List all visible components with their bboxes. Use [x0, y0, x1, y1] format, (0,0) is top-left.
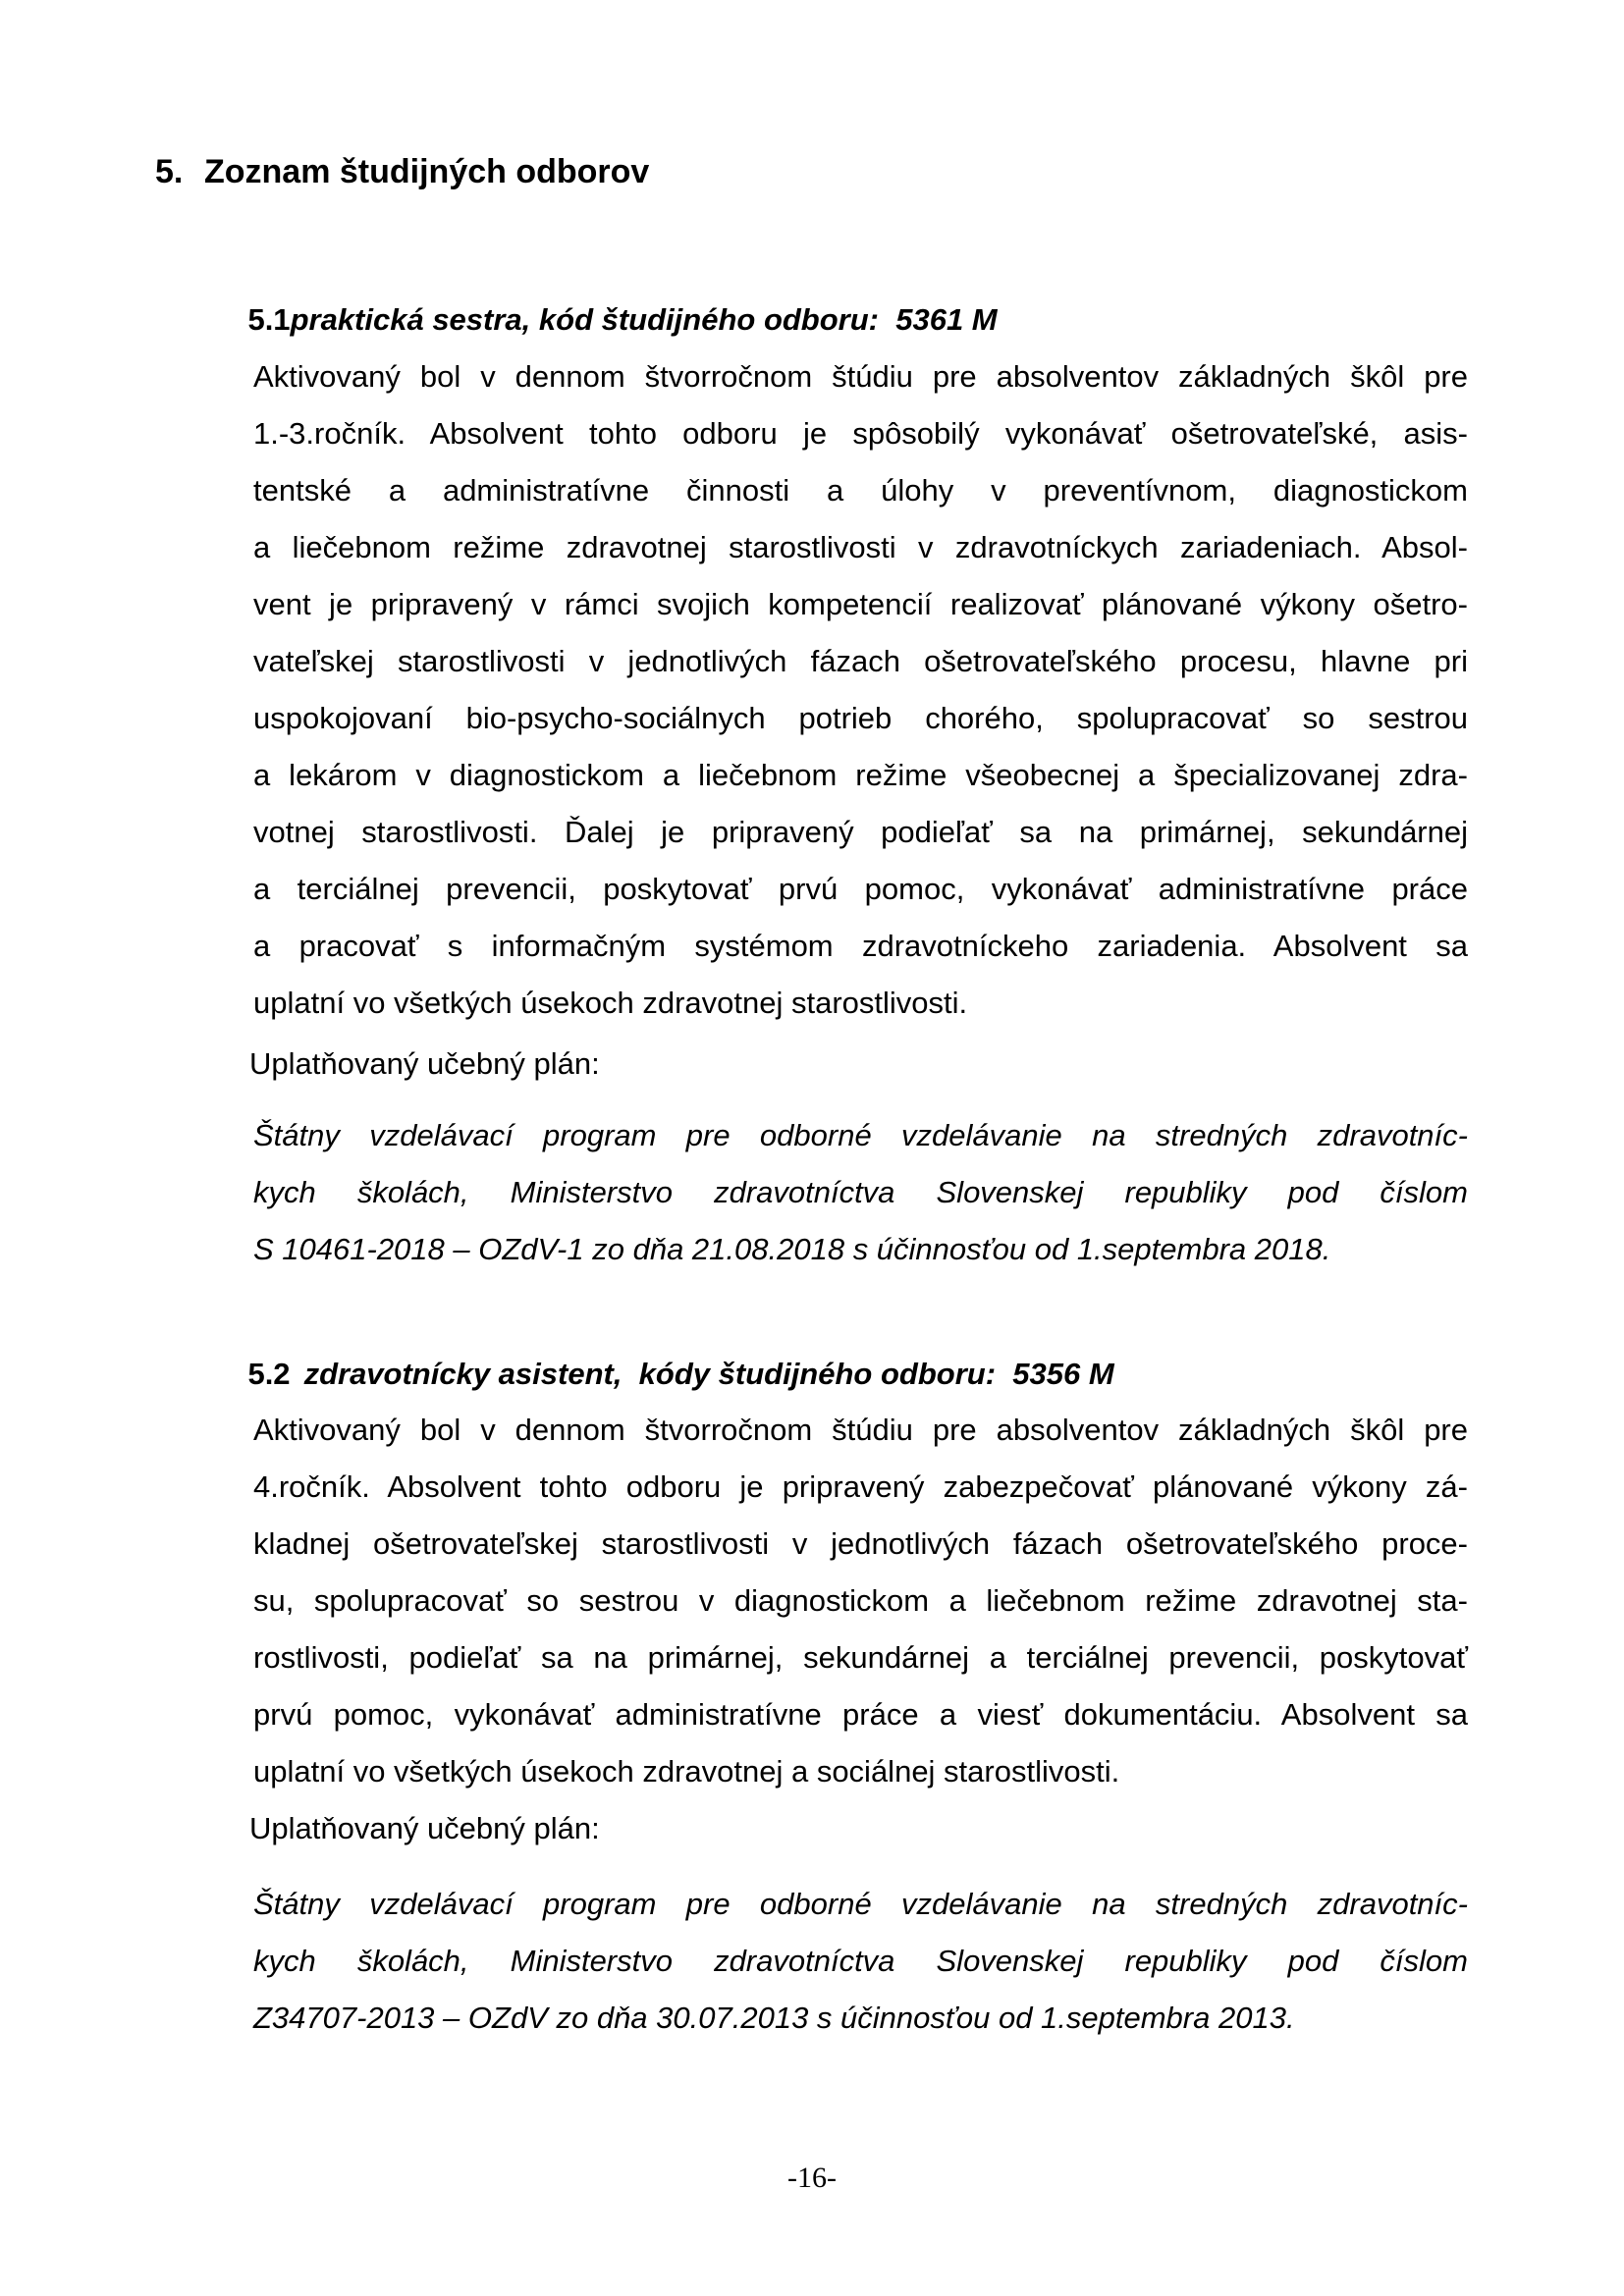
paragraph-line: 4.ročník. Absolvent tohto odboru je pripravený zabezpečovať plánované výkony zá-: [253, 1469, 1468, 1504]
paragraph-line: uspokojovaní bio-psycho-sociálnych potrieb chorého, spolupracovať so sestrou: [253, 701, 1468, 735]
plan-label: Uplatňovaný učebný plán:: [249, 1811, 600, 1845]
section-5-2-body-paragraph: [253, 1402, 1468, 1800]
section-5-2-title: zdravotnícky asistent, kódy študijného odboru: 5356 M: [303, 1357, 1114, 1391]
plan-line: Z34707-2013 – OZdV zo dňa 30.07.2013 s účinnosťou od 1.septembra 2013.: [253, 2001, 1295, 2035]
paragraph-line: Aktivovaný bol v dennom štvorročnom štúdiu pre absolventov základných škôl pre: [253, 1413, 1468, 1447]
paragraph-line: tentské a administratívne činnosti a úlohy v preventívnom, diagnostickom: [253, 473, 1468, 507]
plan-line: Štátny vzdelávací program pre odborné vzdelávanie na stredných zdravotníc-: [253, 1887, 1468, 1921]
paragraph-line: 1.-3.ročník. Absolvent tohto odboru je spôsobilý vykonávať ošetrovateľské, asis-: [253, 416, 1468, 451]
section-5-1-plan-paragraph: [253, 1107, 1468, 1278]
paragraph-line: rostlivosti, podieľať sa na primárnej, sekundárnej a terciálnej prevencii, poskytovať: [253, 1640, 1468, 1675]
paragraph-line: a pracovať s informačným systémom zdravotníckeho zariadenia. Absolvent sa: [253, 929, 1468, 963]
plan-line: Štátny vzdelávací program pre odborné vzdelávanie na stredných zdravotníc-: [253, 1118, 1468, 1152]
paragraph-line: a terciálnej prevencii, poskytovať prvú pomoc, vykonávať administratívne práce: [253, 872, 1468, 906]
plan-line: kych školách, Ministerstvo zdravotníctva Slovenskej republiky pod číslom: [253, 1944, 1468, 1978]
paragraph-line: kladnej ošetrovateľskej starostlivosti v jednotlivých fázach ošetrovateľského proce-: [253, 1526, 1468, 1561]
section-5-1-body-paragraph: [253, 348, 1468, 1032]
paragraph-line: prvú pomoc, vykonávať administratívne práce a viesť dokumentáciu. Absolvent sa: [253, 1697, 1468, 1732]
plan-label: Uplatňovaný učebný plán:: [249, 1046, 600, 1081]
plan-line: kych školách, Ministerstvo zdravotníctva Slovenskej republiky pod číslom: [253, 1175, 1468, 1209]
paragraph-line: votnej starostlivosti. Ďalej je pripravený podieľať sa na primárnej, sekundárnej: [253, 815, 1468, 849]
section-5-1-title: praktická sestra, kód študijného odboru: 5361 M: [290, 302, 998, 337]
section-5-2-number: 5.2: [247, 1357, 291, 1391]
paragraph-line: uplatní vo všetkých úsekoch zdravotnej starostlivosti.: [253, 986, 968, 1020]
paragraph-line: Aktivovaný bol v dennom štvorročnom štúdiu pre absolventov základných škôl pre: [253, 359, 1468, 394]
main-heading-number: 5.: [155, 153, 184, 190]
main-heading-title: Zoznam študijných odborov: [204, 153, 650, 190]
paragraph-line: su, spolupracovať so sestrou v diagnostickom a liečebnom režime zdravotnej sta-: [253, 1583, 1468, 1618]
section-5-1-number: 5.1: [247, 302, 291, 337]
paragraph-line: a liečebnom režime zdravotnej starostlivosti v zdravotníckych zariadeniach. Absol-: [253, 530, 1468, 564]
paragraph-line: vent je pripravený v rámci svojich kompetencií realizovať plánované výkony ošetro-: [253, 587, 1468, 621]
main-heading: [155, 153, 649, 191]
plan-line: S 10461-2018 – OZdV-1 zo dňa 21.08.2018 s účinnosťou od 1.septembra 2018.: [253, 1232, 1331, 1266]
paragraph-line: vateľskej starostlivosti v jednotlivých fázach ošetrovateľského procesu, hlavne pri: [253, 644, 1468, 678]
paragraph-line: uplatní vo všetkých úsekoch zdravotnej a sociálnej starostlivosti.: [253, 1754, 1120, 1789]
page-number: -16-: [787, 2162, 837, 2194]
section-5-2-plan-paragraph: [253, 1876, 1468, 2047]
paragraph-line: a lekárom v diagnostickom a liečebnom režime všeobecnej a špecializovanej zdra-: [253, 758, 1468, 792]
